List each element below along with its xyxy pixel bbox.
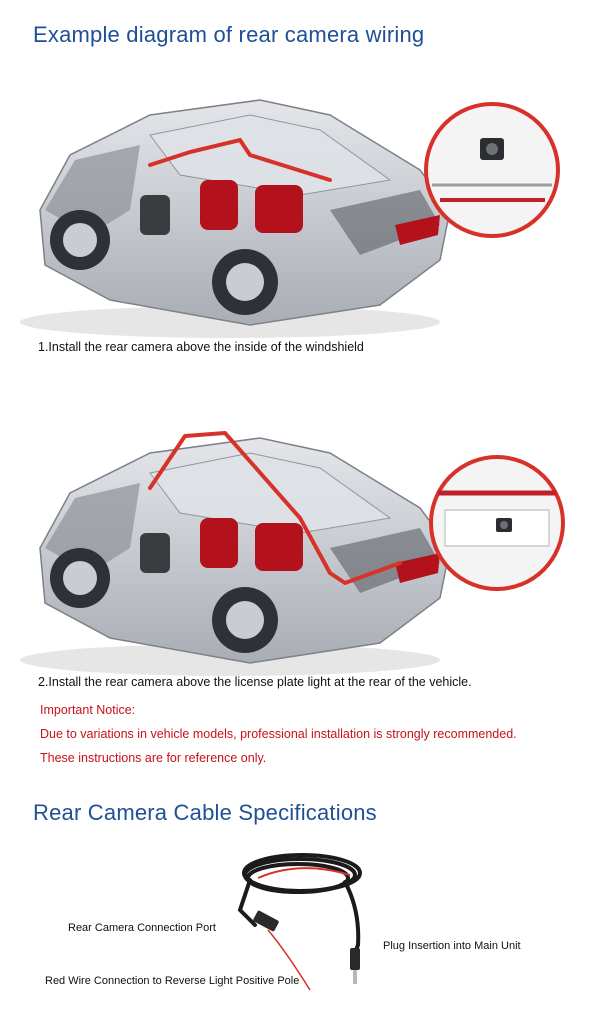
dashboard (140, 195, 170, 235)
rear-left-rim (226, 263, 264, 301)
notice-heading: Important Notice: (40, 703, 136, 717)
label-camera-port: Rear Camera Connection Port (68, 922, 216, 934)
wiring-diagram-license-plate (0, 398, 600, 698)
camera-lens (500, 521, 508, 529)
camera-connector (253, 910, 280, 932)
step-2-text: 2.Install the rear camera above the license plate light at the rear of the vehicle. (38, 675, 472, 689)
main-unit-plug (350, 948, 360, 970)
diagram-title: Example diagram of rear camera wiring (33, 22, 425, 47)
plug-pin (353, 970, 357, 984)
car-cutaway-illustration-1 (0, 60, 600, 360)
rear-seat (255, 523, 303, 571)
car-cutaway-illustration-2 (0, 398, 600, 698)
wiring-diagram-windshield (0, 60, 600, 360)
step-1-text: 1.Install the rear camera above the inside of the windshield (38, 340, 364, 354)
label-main-unit-plug: Plug Insertion into Main Unit (383, 940, 521, 952)
front-seat (200, 180, 238, 230)
rear-left-rim (226, 601, 264, 639)
rear-seat (255, 185, 303, 233)
dashboard (140, 533, 170, 573)
front-left-rim (63, 561, 97, 595)
cable-spec-title: Rear Camera Cable Specifications (33, 800, 377, 825)
front-left-rim (63, 223, 97, 257)
camera-lens (486, 143, 498, 155)
notice-line-1: Due to variations in vehicle models, professional installation is strongly recommended. (40, 727, 517, 741)
label-red-wire: Red Wire Connection to Reverse Light Positive Pole (45, 975, 300, 987)
front-seat (200, 518, 238, 568)
windshield-camera-zoom (426, 104, 558, 236)
notice-line-2: These instructions are for reference only. (40, 751, 267, 765)
